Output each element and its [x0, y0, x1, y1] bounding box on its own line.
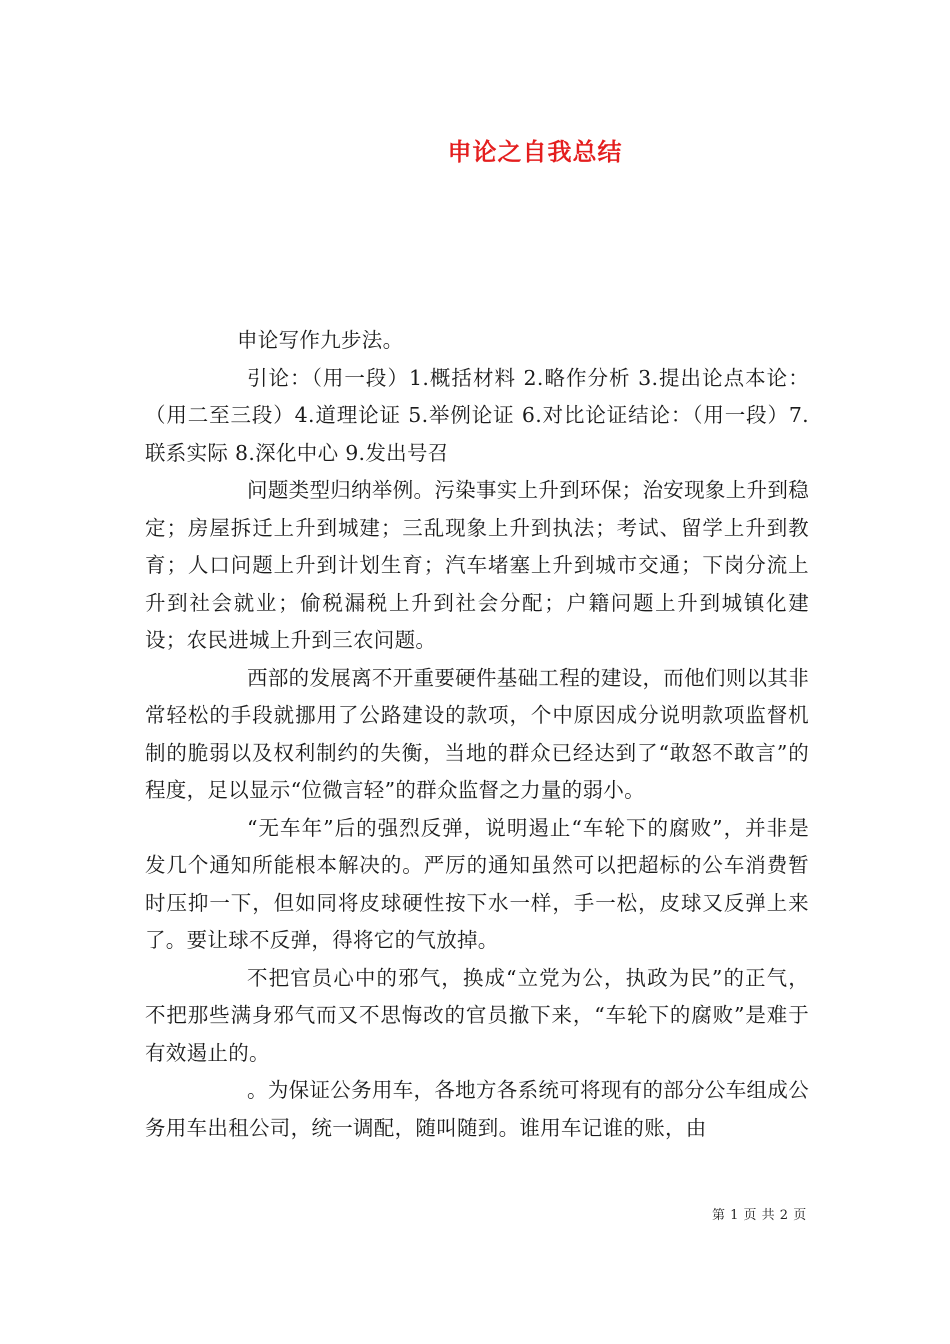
paragraph: 不把官员心中的邪气，换成“立党为公，执政为民”的正气，不把那些满身邪气而又不思悔改的官员撤下来，“车轮下的腐败”是难于有效遏止的。: [145, 965, 809, 1065]
document-body: [145, 322, 809, 1147]
paragraph: 西部的发展离不开重要硬件基础工程的建设，而他们则以其非常轻松的手段就挪用了公路建设的款项，个中原因成分说明款项监督机制的脆弱以及权利制约的失衡，当地的群众已经达到了“敢怒不敢言”的程度，足以显示“位微言轻”的群众监督之力量的弱小。: [145, 665, 809, 802]
document-title: 申论之自我总结: [447, 138, 623, 166]
paragraph: 引论：（用一段）1.概括材料 2.略作分析 3.提出论点本论：（用二至三段）4.道理论证 5.举例论证 6.对比论证结论：（用一段）7.联系实际 8.深化中心 9.发出号召: [145, 365, 809, 465]
paragraph: 。为保证公务用车，各地方各系统可将现有的部分公车组成公务用车出租公司，统一调配，随叫随到。谁用车记谁的账，由: [145, 1078, 809, 1140]
paragraph: “无车年”后的强烈反弹，说明遏止“车轮下的腐败”，并非是发几个通知所能根本解决的。严厉的通知虽然可以把超标的公车消费暂时压抑一下，但如同将皮球硬性按下水一样，手一松，皮球又反弹上来了。要让球不反弹，得将它的气放掉。: [145, 815, 809, 952]
paragraph: 申论写作九步法。: [237, 328, 404, 352]
paragraph: 问题类型归纳举例。污染事实上升到环保；治安现象上升到稳定；房屋拆迁上升到城建；三乱现象上升到执法；考试、留学上升到教育；人口问题上升到计划生育；汽车堵塞上升到城市交通；下岗分流上升到社会就业；偷税漏税上升到社会分配；户籍问题上升到城镇化建设；农民进城上升到三农问题。: [145, 478, 809, 652]
page-number: 第 1 页 共 2 页: [712, 1208, 807, 1223]
